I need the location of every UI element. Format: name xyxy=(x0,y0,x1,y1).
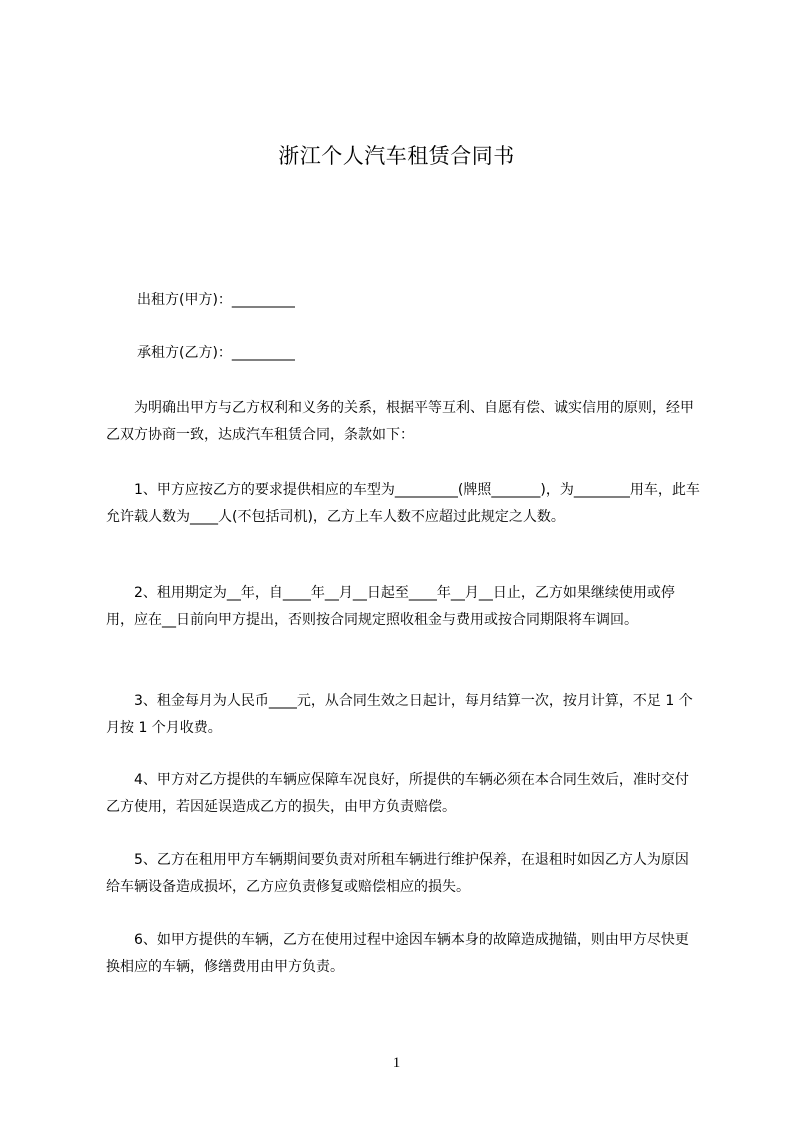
document-title: 浙江个人汽车租赁合同书 xyxy=(278,144,515,168)
clause-3: 3、租金每月为人民币____元，从合同生效之日起计，每月结算一次，按月计算，不足 1 个月按 1 个月收费。 xyxy=(106,693,693,736)
page-number: 1 xyxy=(392,1055,401,1071)
clause-2: 2、租用期定为__年，自____年__月__日起至____年__月__日止，乙方如果继续使用或停用，应在__日前向甲方提出，否则按合同规定照收租金与费用或按合同期限将车调回。 xyxy=(106,585,675,628)
clause-6: 6、如甲方提供的车辆，乙方在使用过程中途因车辆本身的故障造成抛锚，则由甲方尽快更换相应的车辆，修缮费用由甲方负责。 xyxy=(106,932,689,975)
clause-4: 4、甲方对乙方提供的车辆应保障车况良好，所提供的车辆必须在本合同生效后，准时交付乙方使用，若因延误造成乙方的损失，由甲方负责赔偿。 xyxy=(106,772,689,815)
party-b-line: 承租方(乙方)：_________ xyxy=(137,345,295,361)
clause-5: 5、乙方在租用甲方车辆期间要负责对所租车辆进行维护保养，在退租时如因乙方人为原因给车辆设备造成损坏，乙方应负责修复或赔偿相应的损失。 xyxy=(106,852,689,895)
party-a-line: 出租方(甲方)：_________ xyxy=(137,292,295,308)
intro-paragraph: 为明确出甲方与乙方权利和义务的关系，根据平等互利、自愿有偿、诚实信用的原则，经甲乙双方协商一致，达成汽车租赁合同，条款如下： xyxy=(106,400,694,443)
clause-1: 1、甲方应按乙方的要求提供相应的车型为_________(牌照_______)，为________用车，此车允许载人数为____人(不包括司机)，乙方上车人数不应超过此规定之人数。 xyxy=(106,482,700,525)
